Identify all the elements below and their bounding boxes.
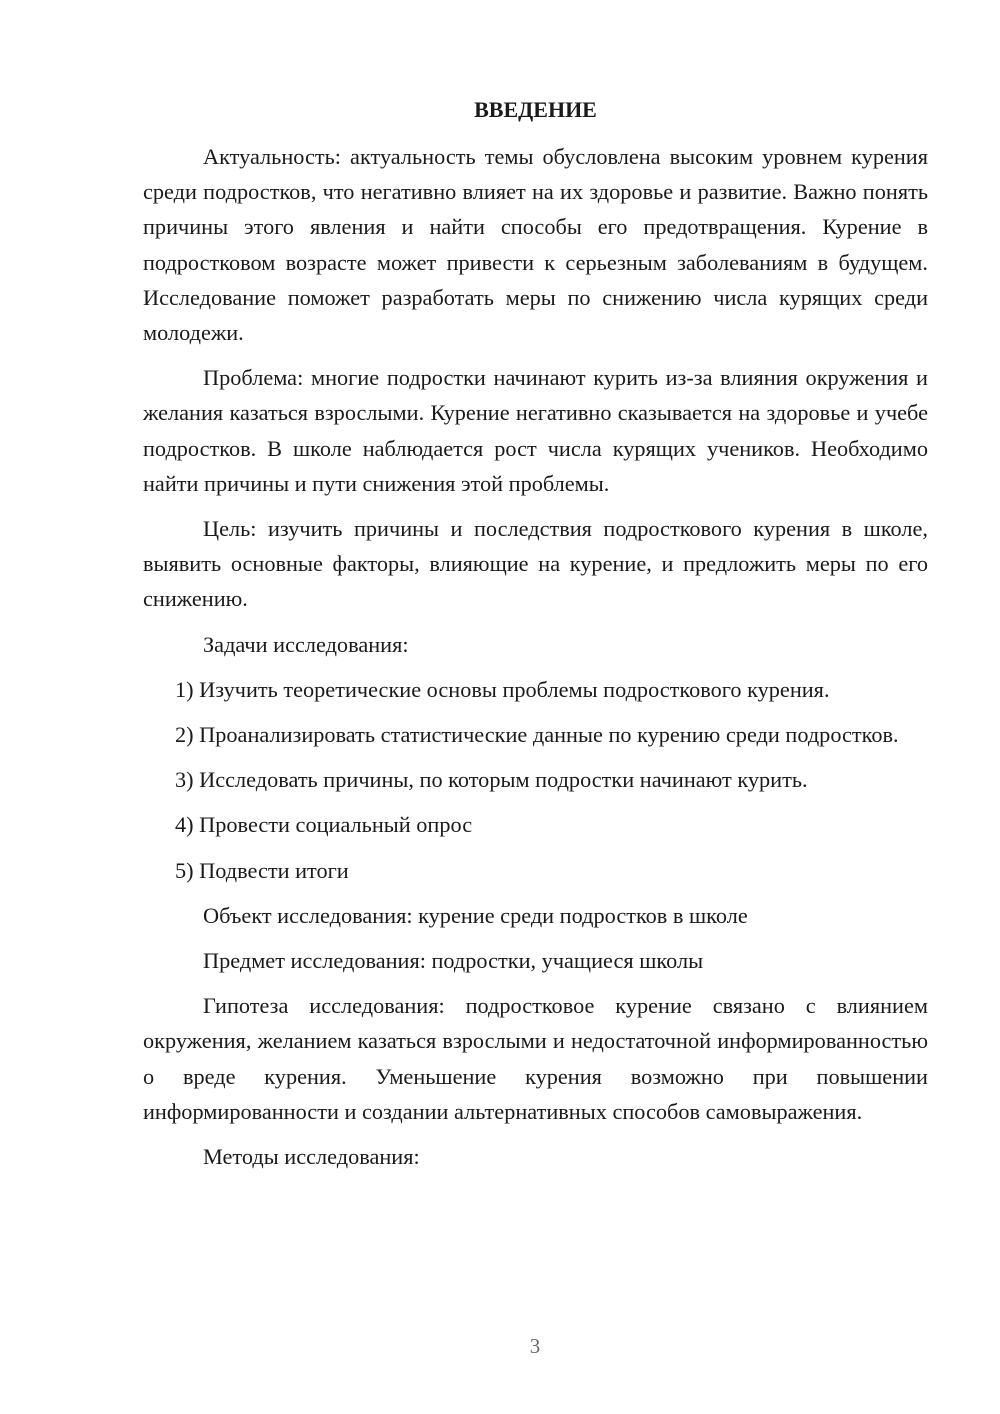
- paragraph-goal: Цель: изучить причины и последствия подросткового курения в школе, выявить основные факторы, влияющие на курение, и предложить меры по его снижению.: [143, 516, 928, 612]
- task-item-4: 4) Провести социальный опрос: [175, 812, 473, 838]
- task-item-2: 2) Проанализировать статистические данные по курению среди подростков.: [175, 722, 899, 748]
- methods-heading: Методы исследования:: [203, 1144, 420, 1170]
- task-item-1: 1) Изучить теоретические основы проблемы подросткового курения.: [175, 676, 830, 702]
- paragraph-object: Объект исследования: курение среди подростков в школе: [203, 902, 748, 928]
- page-title: ВВЕДЕНИЕ: [474, 97, 597, 122]
- paragraph-hypothesis: Гипотеза исследования: подростковое курение связано с влиянием окружения, желанием казаться взрослыми и недостаточной информированностью о вреде курения. Уменьшение курения возможно при повышении информированности и создании альтернативных способов самовыражения.: [143, 993, 928, 1124]
- tasks-heading: Задачи исследования:: [203, 631, 409, 657]
- page-number: 3: [529, 1334, 541, 1358]
- paragraph-problem: Проблема: многие подростки начинают курить из-за влияния окружения и желания казаться взрослыми. Курение негативно сказывается на здоровье и учебе подростков. В школе наблюдается рост числа курящих учеников. Необходимо найти причины и пути снижения этой проблемы.: [143, 365, 928, 496]
- task-item-5: 5) Подвести итоги: [175, 857, 349, 883]
- document-page: [143, 92, 928, 1184]
- task-item-3: 3) Исследовать причины, по которым подростки начинают курить.: [175, 767, 808, 793]
- paragraph-subject: Предмет исследования: подростки, учащиеся школы: [203, 948, 704, 974]
- paragraph-relevance: Актуальность: актуальность темы обусловлена высоким уровнем курения среди подростков, что негативно влияет на их здоровье и развитие. Важно понять причины этого явления и найти способы его предотвращения. Курение в подростковом возрасте может привести к серьезным заболеваниям в будущем. Исследование поможет разработать меры по снижению числа курящих среди молодежи.: [143, 144, 928, 346]
